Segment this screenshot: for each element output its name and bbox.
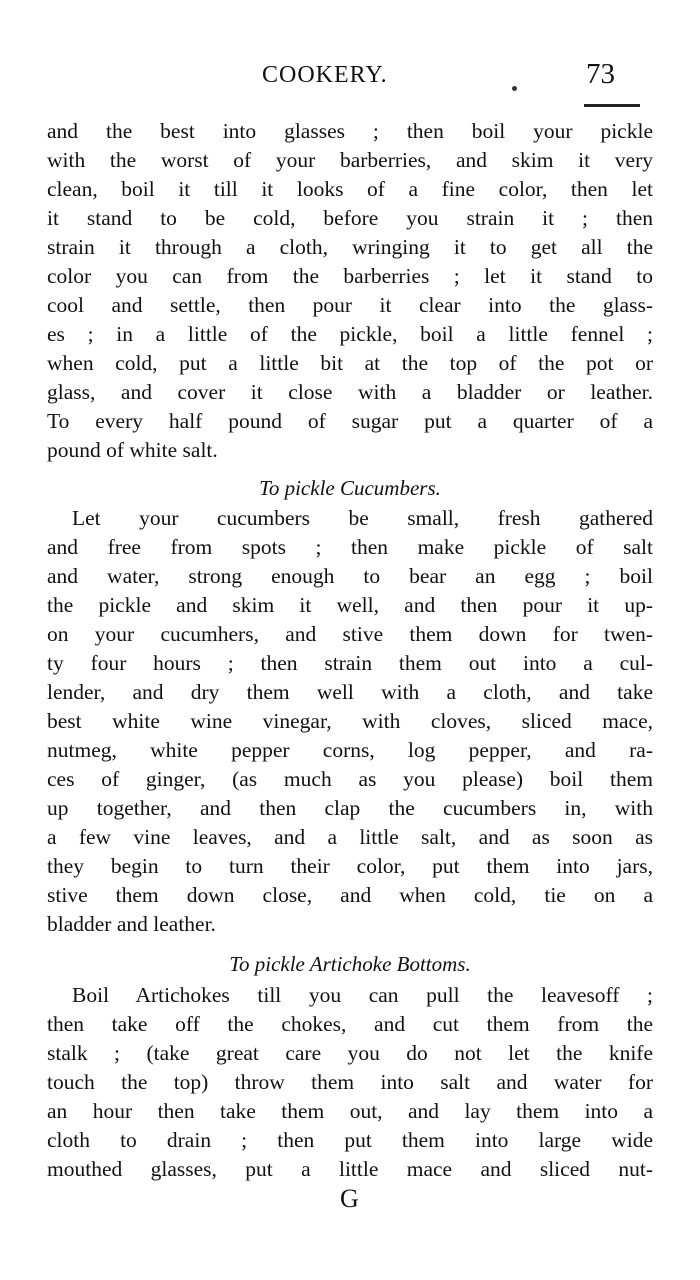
page-number: 73 (586, 58, 615, 90)
text-line: mouthed glasses, put a little mace and sliced nut- (47, 1157, 653, 1181)
text-line: touch the top) throw them into salt and water for (47, 1070, 653, 1094)
text-line: and free from spots ; then make pickle of salt (47, 535, 653, 559)
text-line: clean, boil it till it looks of a fine color, then let (47, 177, 653, 201)
text-line: best white wine vinegar, with cloves, sliced mace, (47, 709, 653, 733)
header-rule (584, 104, 640, 107)
text-line: Boil Artichokes till you can pull the leavesoff ; (72, 983, 653, 1007)
text-line: pound of white salt. (47, 438, 218, 462)
text-line: Let your cucumbers be small, fresh gathered (72, 506, 653, 530)
text-line: color you can from the barberries ; let it stand to (47, 264, 653, 288)
text-line: bladder and leather. (47, 912, 216, 936)
text-line: stalk ; (take great care you do not let the knife (47, 1041, 653, 1065)
text-line: when cold, put a little bit at the top of the pot or (47, 351, 653, 375)
text-line: they begin to turn their color, put them into jars, (47, 854, 653, 878)
page-title: COOKERY. (262, 62, 388, 88)
text-line: cool and settle, then pour it clear into the glass- (47, 293, 653, 317)
text-line: with the worst of your barberries, and skim it very (47, 148, 653, 172)
text-line: ces of ginger, (as much as you please) boil them (47, 767, 653, 791)
text-line: a few vine leaves, and a little salt, and as soon as (47, 825, 653, 849)
text-line: the pickle and skim it well, and then pour it up- (47, 593, 653, 617)
text-line: stive them down close, and when cold, tie on a (47, 883, 653, 907)
text-line: and the best into glasses ; then boil your pickle (47, 119, 653, 143)
text-line: it stand to be cold, before you strain it ; then (47, 206, 653, 230)
text-line: on your cucumhers, and stive them down for twen- (47, 622, 653, 646)
ink-speck (512, 86, 517, 91)
section-heading: To pickle Artichoke Bottoms. (229, 952, 471, 976)
section-heading: To pickle Cucumbers. (259, 476, 441, 500)
text-line: es ; in a little of the pickle, boil a little fennel ; (47, 322, 653, 346)
signature-mark: G (340, 1184, 359, 1213)
text-line: lender, and dry them well with a cloth, and take (47, 680, 653, 704)
text-line: then take off the chokes, and cut them from the (47, 1012, 653, 1036)
text-line: To every half pound of sugar put a quarter of a (47, 409, 653, 433)
text-line: up together, and then clap the cucumbers in, with (47, 796, 653, 820)
text-line: an hour then take them out, and lay them into a (47, 1099, 653, 1123)
running-head (0, 58, 700, 102)
text-line: strain it through a cloth, wringing it to get all the (47, 235, 653, 259)
text-line: cloth to drain ; then put them into large wide (47, 1128, 653, 1152)
text-line: and water, strong enough to bear an egg ; boil (47, 564, 653, 588)
text-line: glass, and cover it close with a bladder or leather. (47, 380, 653, 404)
text-line: nutmeg, white pepper corns, log pepper, and ra- (47, 738, 653, 762)
text-line: ty four hours ; then strain them out into a cul- (47, 651, 653, 675)
